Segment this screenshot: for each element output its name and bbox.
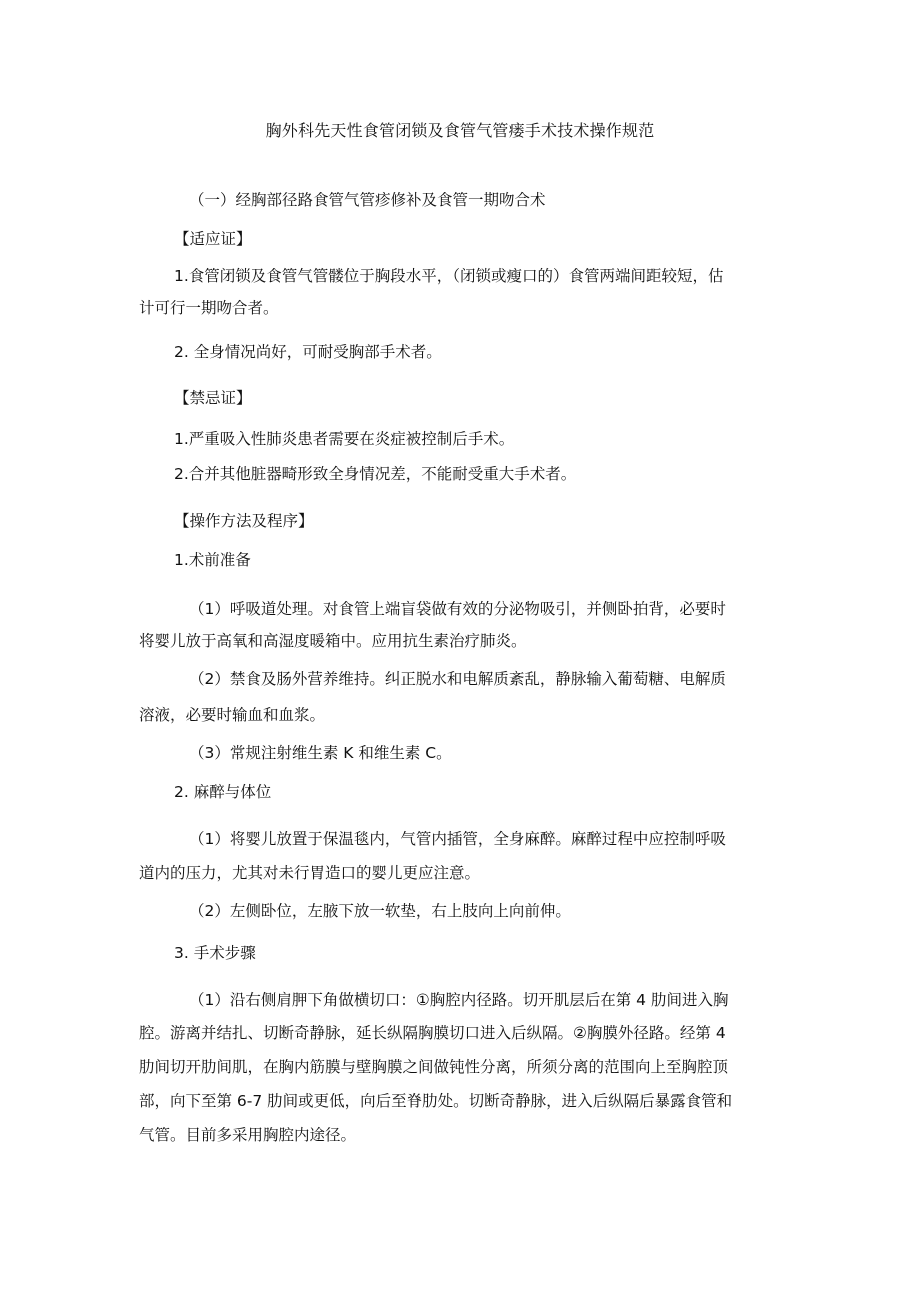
step-1-para-1-line-2: 将婴儿放于高氧和高湿度暖箱中。应用抗生素治疗肺炎。 [139,632,527,650]
step-1-para-2-line-2: 溶液，必要时输血和血浆。 [139,706,326,724]
step-3-para-1-line-5: 气管。目前多采用胸腔内途径。 [139,1126,357,1144]
step-2-para-2: （2）左侧卧位，左腋下放一软垫，右上肢向上向前伸。 [189,902,571,920]
step-3-para-1-line-4: 部，向下至第 6-7 肋间或更低，向后至脊肋处。切断奇静脉，进入后纵隔后暴露食管和 [139,1092,733,1110]
indication-item-1-line-2: 计可行一期吻合者。 [139,299,279,317]
step-2-heading: 2. 麻醉与体位 [174,783,272,801]
step-3-para-1-line-2: 腔。游离并结扎、切断奇静脉，延长纵隔胸膜切口进入后纵隔。②胸膜外径路。经第 4 [139,1024,726,1042]
step-1-para-1-line-1: （1）呼吸道处理。对食管上端盲袋做有效的分泌物吸引，并侧卧拍背，必要时 [189,600,726,618]
indications-heading: 【适应证】 [174,230,252,248]
contraindication-item-1: 1.严重吸入性肺炎患者需要在炎症被控制后手术。 [174,430,515,448]
step-3-heading: 3. 手术步骤 [174,944,256,962]
indication-item-1-line-1: 1.食管闭锁及食管气管髅位于胸段水平，（闭锁或瘦口的）食管两端间距较短，估 [174,267,724,285]
document-title: 胸外科先天性食管闭锁及食管气管瘘手术技术操作规范 [265,121,655,140]
step-1-para-2-line-1: （2）禁食及肠外营养维持。纠正脱水和电解质紊乱，静脉输入葡萄糖、电解质 [189,670,726,688]
step-3-para-1-line-1: （1）沿右侧肩胛下角做横切口：①胸腔内径路。切开肌层后在第 4 肋间进入胸 [189,991,729,1009]
step-1-heading: 1.术前准备 [174,551,251,569]
step-3-para-1-line-3: 肋间切开肋间肌，在胸内筋膜与壁胸膜之间做钝性分离，所须分离的范围向上至胸腔顶 [139,1058,729,1076]
section-heading: （一）经胸部径路食管气管疹修补及食管一期吻合术 [189,191,546,209]
step-2-para-1-line-2: 道内的压力，尤其对未行胃造口的婴儿更应注意。 [139,864,481,882]
contraindication-item-2: 2.合并其他脏器畸形致全身情况差，不能耐受重大手术者。 [174,465,577,483]
indication-item-2: 2. 全身情况尚好，可耐受胸部手术者。 [174,343,442,361]
contraindications-heading: 【禁忌证】 [174,389,252,407]
step-2-para-1-line-1: （1）将婴儿放置于保温毯内，气管内插管，全身麻醉。麻醉过程中应控制呼吸 [189,830,726,848]
procedure-heading: 【操作方法及程序】 [174,512,314,530]
step-1-para-3: （3）常规注射维生素 K 和维生素 C。 [189,744,452,762]
